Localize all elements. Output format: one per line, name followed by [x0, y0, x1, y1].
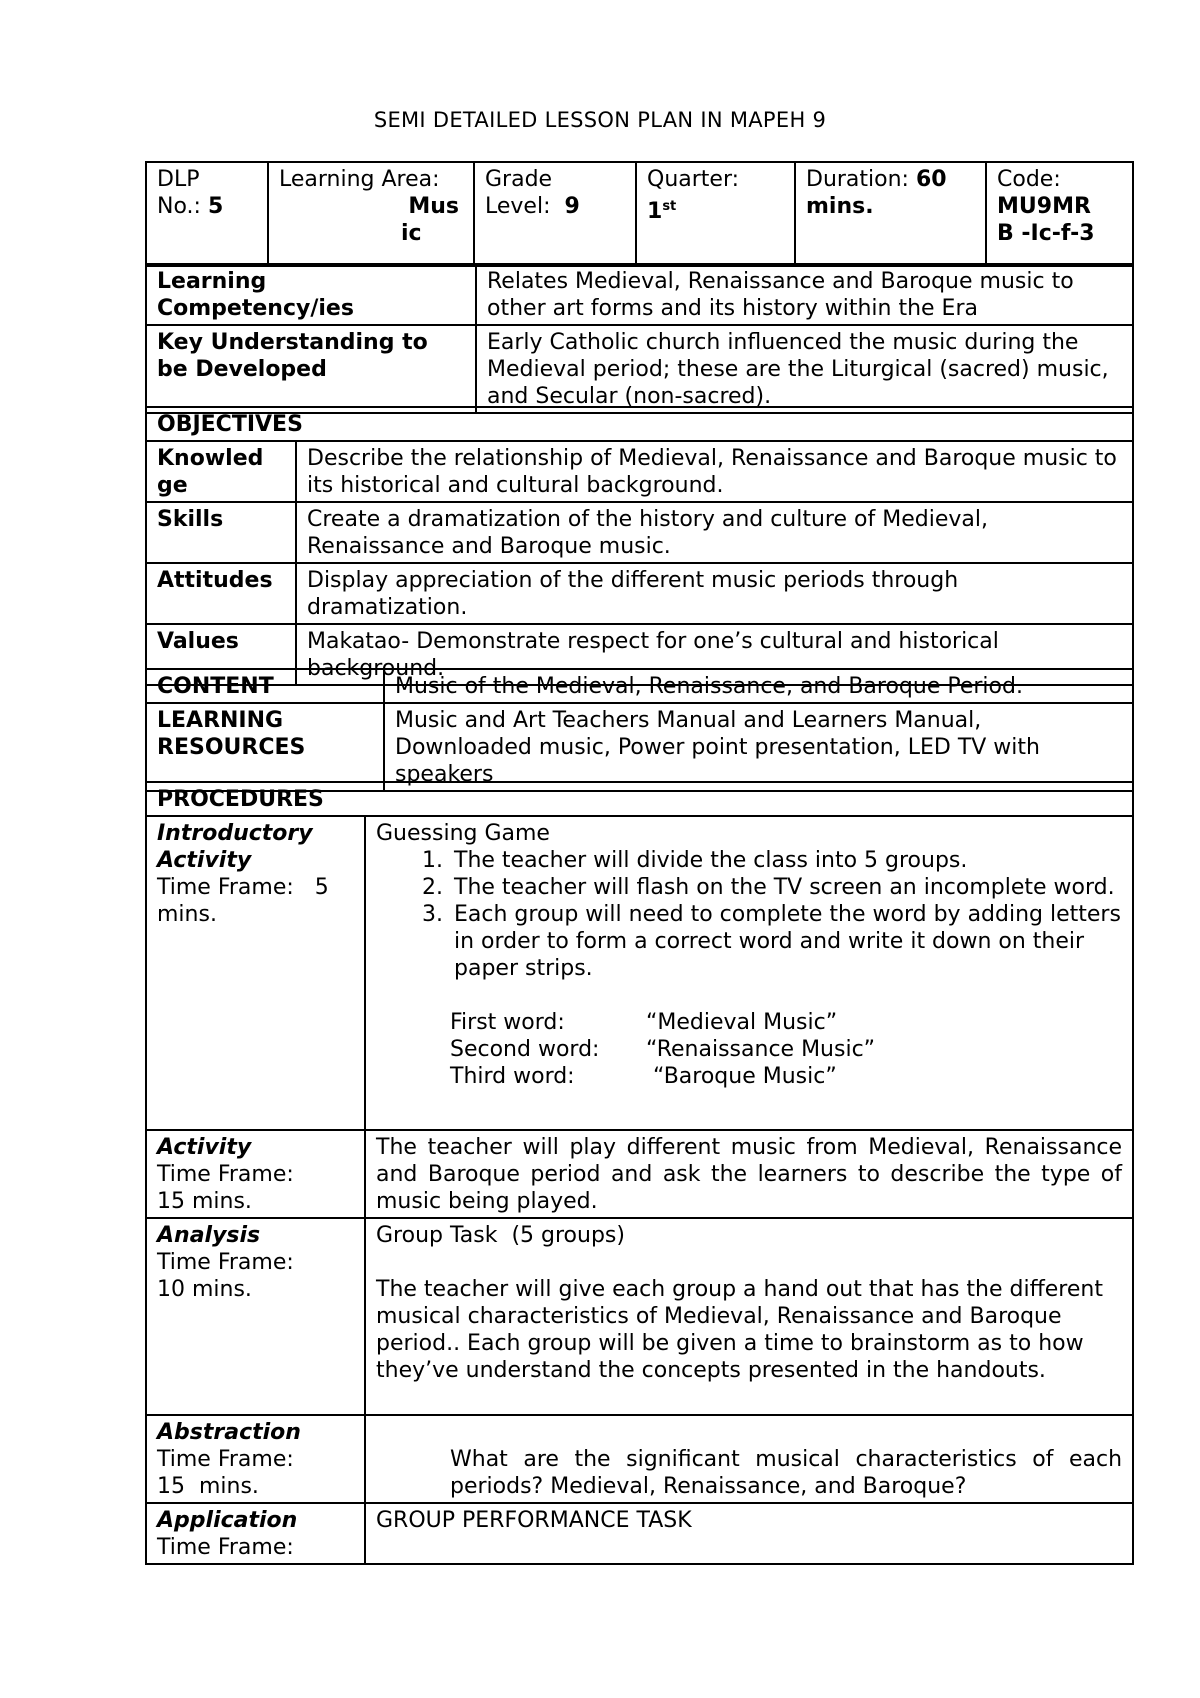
analysis-label: Analysis	[157, 1223, 261, 1248]
objectives-heading-cell	[146, 407, 1133, 441]
procedures-block	[145, 781, 1132, 1565]
resources-label-cell	[146, 703, 384, 791]
skills-label: Skills	[157, 507, 224, 532]
resources-label-2: RESOURCES	[157, 735, 306, 760]
code-cell	[986, 162, 1133, 266]
word-list	[450, 1009, 1122, 1090]
competency-label-1: Learning	[157, 269, 267, 294]
application-text: GROUP PERFORMANCE TASK	[365, 1503, 1133, 1564]
attitudes-label-cell	[146, 563, 296, 624]
attitudes-label: Attitudes	[157, 568, 273, 593]
competency-label-cell	[146, 264, 476, 325]
application-label-cell	[146, 1503, 365, 1564]
abstraction-label-cell	[146, 1415, 365, 1503]
grade-cell	[474, 162, 636, 266]
abstraction-time-2: 15 mins.	[157, 1474, 259, 1499]
quarter-sup: st	[662, 199, 677, 214]
word-row	[450, 1009, 1122, 1036]
skills-label-cell	[146, 502, 296, 563]
word-value: “Medieval Music”	[646, 1010, 838, 1035]
competency-block	[145, 263, 1132, 414]
word-value: “Renaissance Music”	[646, 1037, 876, 1062]
code-value-2: B -Ic-f-3	[997, 221, 1095, 246]
grade-level-label: Level:	[485, 194, 565, 219]
activity-label-cell	[146, 1130, 365, 1218]
quarter-value: 1	[647, 199, 663, 224]
activity-text: The teacher will play different music from Medieval, Renaissance and Baroque period and ask the learners to describe the type of music being played.	[365, 1130, 1133, 1218]
skills-text: Create a dramatization of the history and culture of Medieval, Renaissance and Baroque music.	[296, 502, 1133, 563]
word-value: “Baroque Music”	[646, 1064, 837, 1089]
intro-label-cell	[146, 816, 365, 1130]
word-row	[450, 1063, 1122, 1090]
analysis-text: The teacher will give each group a hand out that has the different musical characteristics of Medieval, Renaissance and Baroque period.. Each group will be given a time to brainstorm as to how they’ve understand the concepts presented in the handouts.	[376, 1277, 1103, 1383]
intro-time-1: Time Frame: 5	[157, 875, 329, 900]
dlp-no-label: No.:	[157, 194, 208, 219]
intro-label-2: Activity	[157, 848, 252, 873]
word-label: Second word:	[450, 1037, 600, 1062]
application-label: Application	[157, 1508, 298, 1533]
content-label-cell	[146, 669, 384, 703]
resources-label-1: LEARNING	[157, 708, 284, 733]
competency-text: Relates Medieval, Renaissance and Baroque music to other art forms and its history within the Era	[476, 264, 1133, 325]
activity-time-2: 15 mins.	[157, 1189, 252, 1214]
abstraction-label: Abstraction	[157, 1420, 301, 1445]
duration-unit: mins.	[806, 194, 874, 219]
competency-label-2: Competency/ies	[157, 296, 354, 321]
intro-content-cell	[365, 816, 1133, 1130]
resources-text: Music and Art Teachers Manual and Learners Manual, Downloaded music, Power point presentation, LED TV with speakers	[384, 703, 1133, 791]
analysis-label-cell	[146, 1218, 365, 1415]
word-label: Third word:	[450, 1064, 575, 1089]
intro-step: 1. The teacher will divide the class into 5 groups.	[450, 847, 1122, 874]
intro-step: 3. Each group will need to complete the word by adding letters in order to form a correct word and write it down on their paper strips.	[450, 901, 1122, 982]
application-time-1: Time Frame:	[157, 1535, 294, 1560]
analysis-content-cell	[365, 1218, 1133, 1415]
analysis-time-1: Time Frame:	[157, 1250, 294, 1275]
intro-time-2: mins.	[157, 902, 217, 927]
intro-label-1: Introductory	[157, 821, 313, 846]
quarter-label: Quarter:	[647, 167, 740, 192]
attitudes-text: Display appreciation of the different music periods through dramatization.	[296, 563, 1133, 624]
analysis-time-2: 10 mins.	[157, 1277, 252, 1302]
grade-label: Grade	[485, 167, 553, 192]
procedures-heading: PROCEDURES	[157, 787, 324, 812]
values-label: Values	[157, 629, 239, 654]
procedures-heading-cell	[146, 782, 1133, 816]
knowledge-label-cell	[146, 441, 296, 502]
intro-title: Guessing Game	[376, 821, 550, 846]
duration-value: 60	[915, 167, 947, 192]
knowledge-text: Describe the relationship of Medieval, Renaissance and Baroque music to its historical and cultural background.	[296, 441, 1133, 502]
analysis-title: Group Task (5 groups)	[376, 1223, 625, 1248]
dlp-no-value: 5	[207, 194, 224, 219]
intro-steps	[376, 847, 1122, 982]
key-understanding-text: Early Catholic church influenced the music during the Medieval period; these are the Liturgical (sacred) music, and Secular (non-sacred).	[476, 325, 1133, 413]
values-text: Makatao- Demonstrate respect for one’s cultural and historical background.	[296, 624, 1133, 685]
word-row	[450, 1036, 1122, 1063]
word-label: First word:	[450, 1010, 565, 1035]
knowledge-label-2: ge	[157, 473, 188, 498]
learning-area-value-1: Mus	[408, 194, 459, 219]
learning-area-cell	[268, 162, 474, 266]
dlp-label: DLP	[157, 167, 200, 192]
quarter-cell	[636, 162, 795, 266]
key-understanding-label: Key Understanding to be Developed	[157, 330, 428, 382]
abstraction-text: What are the significant musical characteristics of each periods? Medieval, Renaissance, and Baroque?	[450, 1447, 1123, 1499]
dlp-cell	[146, 162, 268, 266]
learning-area-value-2: ic	[401, 221, 422, 246]
activity-label: Activity	[157, 1135, 252, 1160]
intro-step: 2. The teacher will flash on the TV screen an incomplete word.	[450, 874, 1122, 901]
learning-area-label: Learning Area:	[279, 167, 440, 192]
objectives-block	[145, 406, 1132, 686]
knowledge-label-1: Knowled	[157, 446, 264, 471]
duration-label: Duration:	[806, 167, 916, 192]
content-text: Music of the Medieval, Renaissance, and Baroque Period.	[384, 669, 1133, 703]
content-label: CONTENT	[157, 674, 274, 699]
page-title: SEMI DETAILED LESSON PLAN IN MAPEH 9	[373, 108, 827, 132]
code-value-1: MU9MR	[997, 194, 1091, 219]
grade-level-value: 9	[564, 194, 580, 219]
key-understanding-label-cell	[146, 325, 476, 413]
duration-cell	[795, 162, 986, 266]
code-label: Code:	[997, 167, 1061, 192]
activity-time-1: Time Frame:	[157, 1162, 294, 1187]
abstraction-time-1: Time Frame:	[157, 1447, 294, 1472]
content-block	[145, 668, 1132, 792]
abstraction-content-cell	[365, 1415, 1133, 1503]
objectives-heading: OBJECTIVES	[157, 412, 303, 437]
header-block	[145, 161, 1132, 267]
